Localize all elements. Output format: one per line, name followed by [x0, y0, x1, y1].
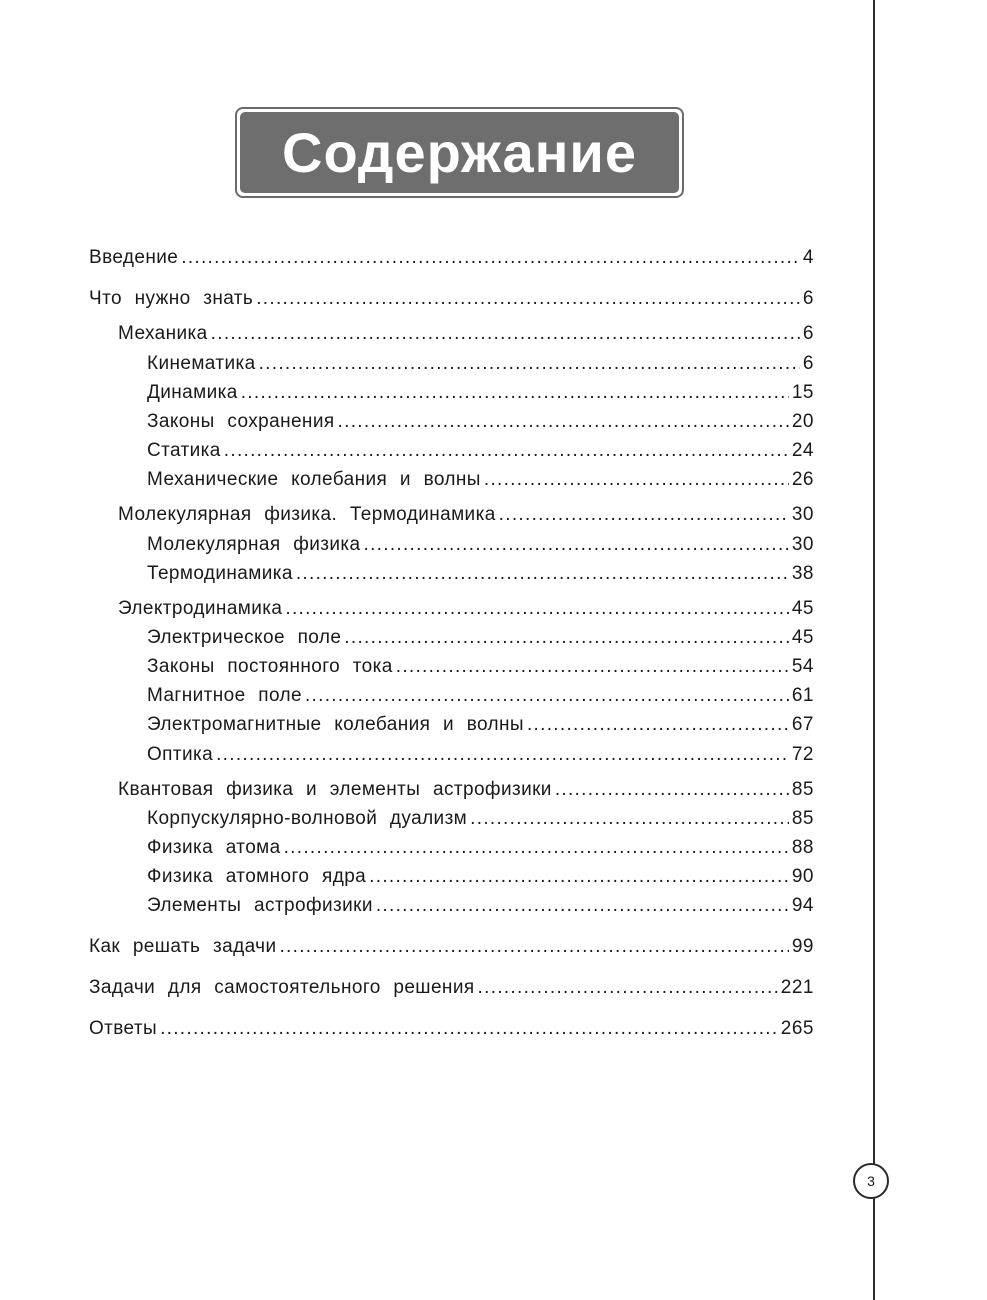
toc-entry[interactable]	[147, 807, 814, 831]
toc-leader-dots	[224, 439, 789, 463]
toc-leader-dots	[285, 597, 789, 621]
toc-leader-dots	[364, 533, 789, 557]
toc-entry[interactable]	[89, 935, 814, 959]
toc-leader-dots	[484, 468, 789, 492]
toc-entry-page: 67	[791, 714, 814, 735]
toc-entry[interactable]	[147, 655, 814, 679]
toc-leader-dots	[279, 935, 788, 959]
toc-entry[interactable]	[147, 894, 814, 918]
toc-entry-page: 6	[802, 323, 814, 344]
toc-leader-dots	[478, 976, 778, 1000]
toc-entry[interactable]	[118, 778, 814, 802]
toc-entry-page: 38	[791, 563, 814, 584]
toc-entry[interactable]	[147, 836, 814, 860]
toc-entry[interactable]	[147, 468, 814, 492]
toc-entry[interactable]	[147, 562, 814, 586]
toc-entry[interactable]	[89, 246, 814, 270]
toc-entry-page: 26	[791, 469, 814, 490]
toc-entry[interactable]	[118, 322, 814, 346]
toc-entry[interactable]	[89, 287, 814, 311]
toc-entry-page: 6	[802, 288, 814, 309]
toc-entry-page: 72	[791, 744, 814, 765]
toc-entry-title: Механика	[118, 323, 208, 344]
toc-leader-dots	[344, 626, 789, 650]
toc-entry-title: Магнитное поле	[147, 685, 302, 706]
toc-entry[interactable]	[147, 626, 814, 650]
toc-entry-page: 20	[791, 411, 814, 432]
toc-entry[interactable]	[147, 713, 814, 737]
toc-entry-title: Оптика	[147, 744, 214, 765]
toc-entry-title: Молекулярная физика	[147, 534, 361, 555]
toc-entry-page: 61	[791, 685, 814, 706]
toc-entry-title: Электромагнитные колебания и волны	[147, 714, 524, 735]
toc-entry-page: 24	[791, 440, 814, 461]
toc-entry[interactable]	[118, 597, 814, 621]
toc-entry-page: 15	[791, 382, 814, 403]
toc-entry[interactable]	[147, 865, 814, 889]
toc-entry-title: Электрическое поле	[147, 627, 342, 648]
toc-entry-title: Как решать задачи	[89, 936, 277, 957]
toc-entry-title: Законы сохранения	[147, 411, 335, 432]
toc-entry-title: Введение	[89, 247, 179, 268]
toc-entry-page: 221	[780, 977, 814, 998]
toc-entry-title: Термодинамика	[147, 563, 293, 584]
toc-entry[interactable]	[147, 410, 814, 434]
toc-entry[interactable]	[147, 533, 814, 557]
toc-entry[interactable]	[147, 381, 814, 405]
toc-entry-title: Задачи для самостоятельного решения	[89, 977, 475, 998]
toc-leader-dots	[259, 352, 800, 376]
toc-entry-title: Механические колебания и волны	[147, 469, 481, 490]
toc-entry-page: 30	[791, 504, 814, 525]
toc-leader-dots	[396, 655, 789, 679]
toc-entry-title: Что нужно знать	[89, 288, 254, 309]
toc-leader-dots	[181, 246, 800, 270]
toc-entry[interactable]	[147, 352, 814, 376]
toc-entry-title: Законы постоянного тока	[147, 656, 393, 677]
toc-entry-title: Корпускулярно-волновой дуализм	[147, 808, 468, 829]
toc-entry-page: 94	[791, 895, 814, 916]
toc-entry-page: 88	[791, 837, 814, 858]
toc-entry-page: 99	[791, 936, 814, 957]
toc-entry-page: 45	[791, 598, 814, 619]
toc-entry-title: Физика атомного ядра	[147, 866, 367, 887]
toc-entry-page: 265	[780, 1018, 814, 1039]
toc-leader-dots	[284, 836, 789, 860]
toc-leader-dots	[470, 807, 789, 831]
title-banner	[235, 107, 684, 198]
toc-entry-page: 4	[802, 247, 814, 268]
toc-entry-page: 30	[791, 534, 814, 555]
toc-leader-dots	[338, 410, 789, 434]
toc-entry-title: Динамика	[147, 382, 238, 403]
toc-entry[interactable]	[89, 976, 814, 1000]
toc-leader-dots	[376, 894, 789, 918]
toc-leader-dots	[527, 713, 789, 737]
toc-entry-title: Физика атома	[147, 837, 281, 858]
toc-entry-title: Молекулярная физика. Термодинамика	[118, 504, 496, 525]
toc-leader-dots	[211, 322, 800, 346]
page-number-badge: 3	[853, 1163, 889, 1199]
toc-leader-dots	[241, 381, 789, 405]
toc-leader-dots	[305, 684, 789, 708]
toc-entry-page: 54	[791, 656, 814, 677]
toc-entry-title: Кинематика	[147, 353, 256, 374]
toc-entry[interactable]	[147, 439, 814, 463]
toc-entry[interactable]	[118, 503, 814, 527]
toc-leader-dots	[256, 287, 800, 311]
toc-entry-title: Ответы	[89, 1018, 158, 1039]
toc-leader-dots	[296, 562, 789, 586]
toc-entry-title: Электродинамика	[118, 598, 283, 619]
toc-entry-page: 85	[791, 808, 814, 829]
toc-entry-page: 6	[802, 353, 814, 374]
toc-entry-page: 45	[791, 627, 814, 648]
toc-entry[interactable]	[147, 684, 814, 708]
toc-entry-page: 85	[791, 779, 814, 800]
toc-entry-page: 90	[791, 866, 814, 887]
toc-leader-dots	[555, 778, 789, 802]
toc-entry-title: Квантовая физика и элементы астрофизики	[118, 779, 552, 800]
toc-entry[interactable]	[89, 1017, 814, 1041]
toc-entry[interactable]	[147, 743, 814, 767]
toc-entry-title: Статика	[147, 440, 221, 461]
toc-leader-dots	[160, 1017, 778, 1041]
toc-leader-dots	[369, 865, 789, 889]
toc-leader-dots	[216, 743, 789, 767]
toc-leader-dots	[499, 503, 789, 527]
page-edge-line	[873, 0, 875, 1300]
page-title: Содержание	[240, 112, 679, 193]
toc-entry-title: Элементы астрофизики	[147, 895, 373, 916]
